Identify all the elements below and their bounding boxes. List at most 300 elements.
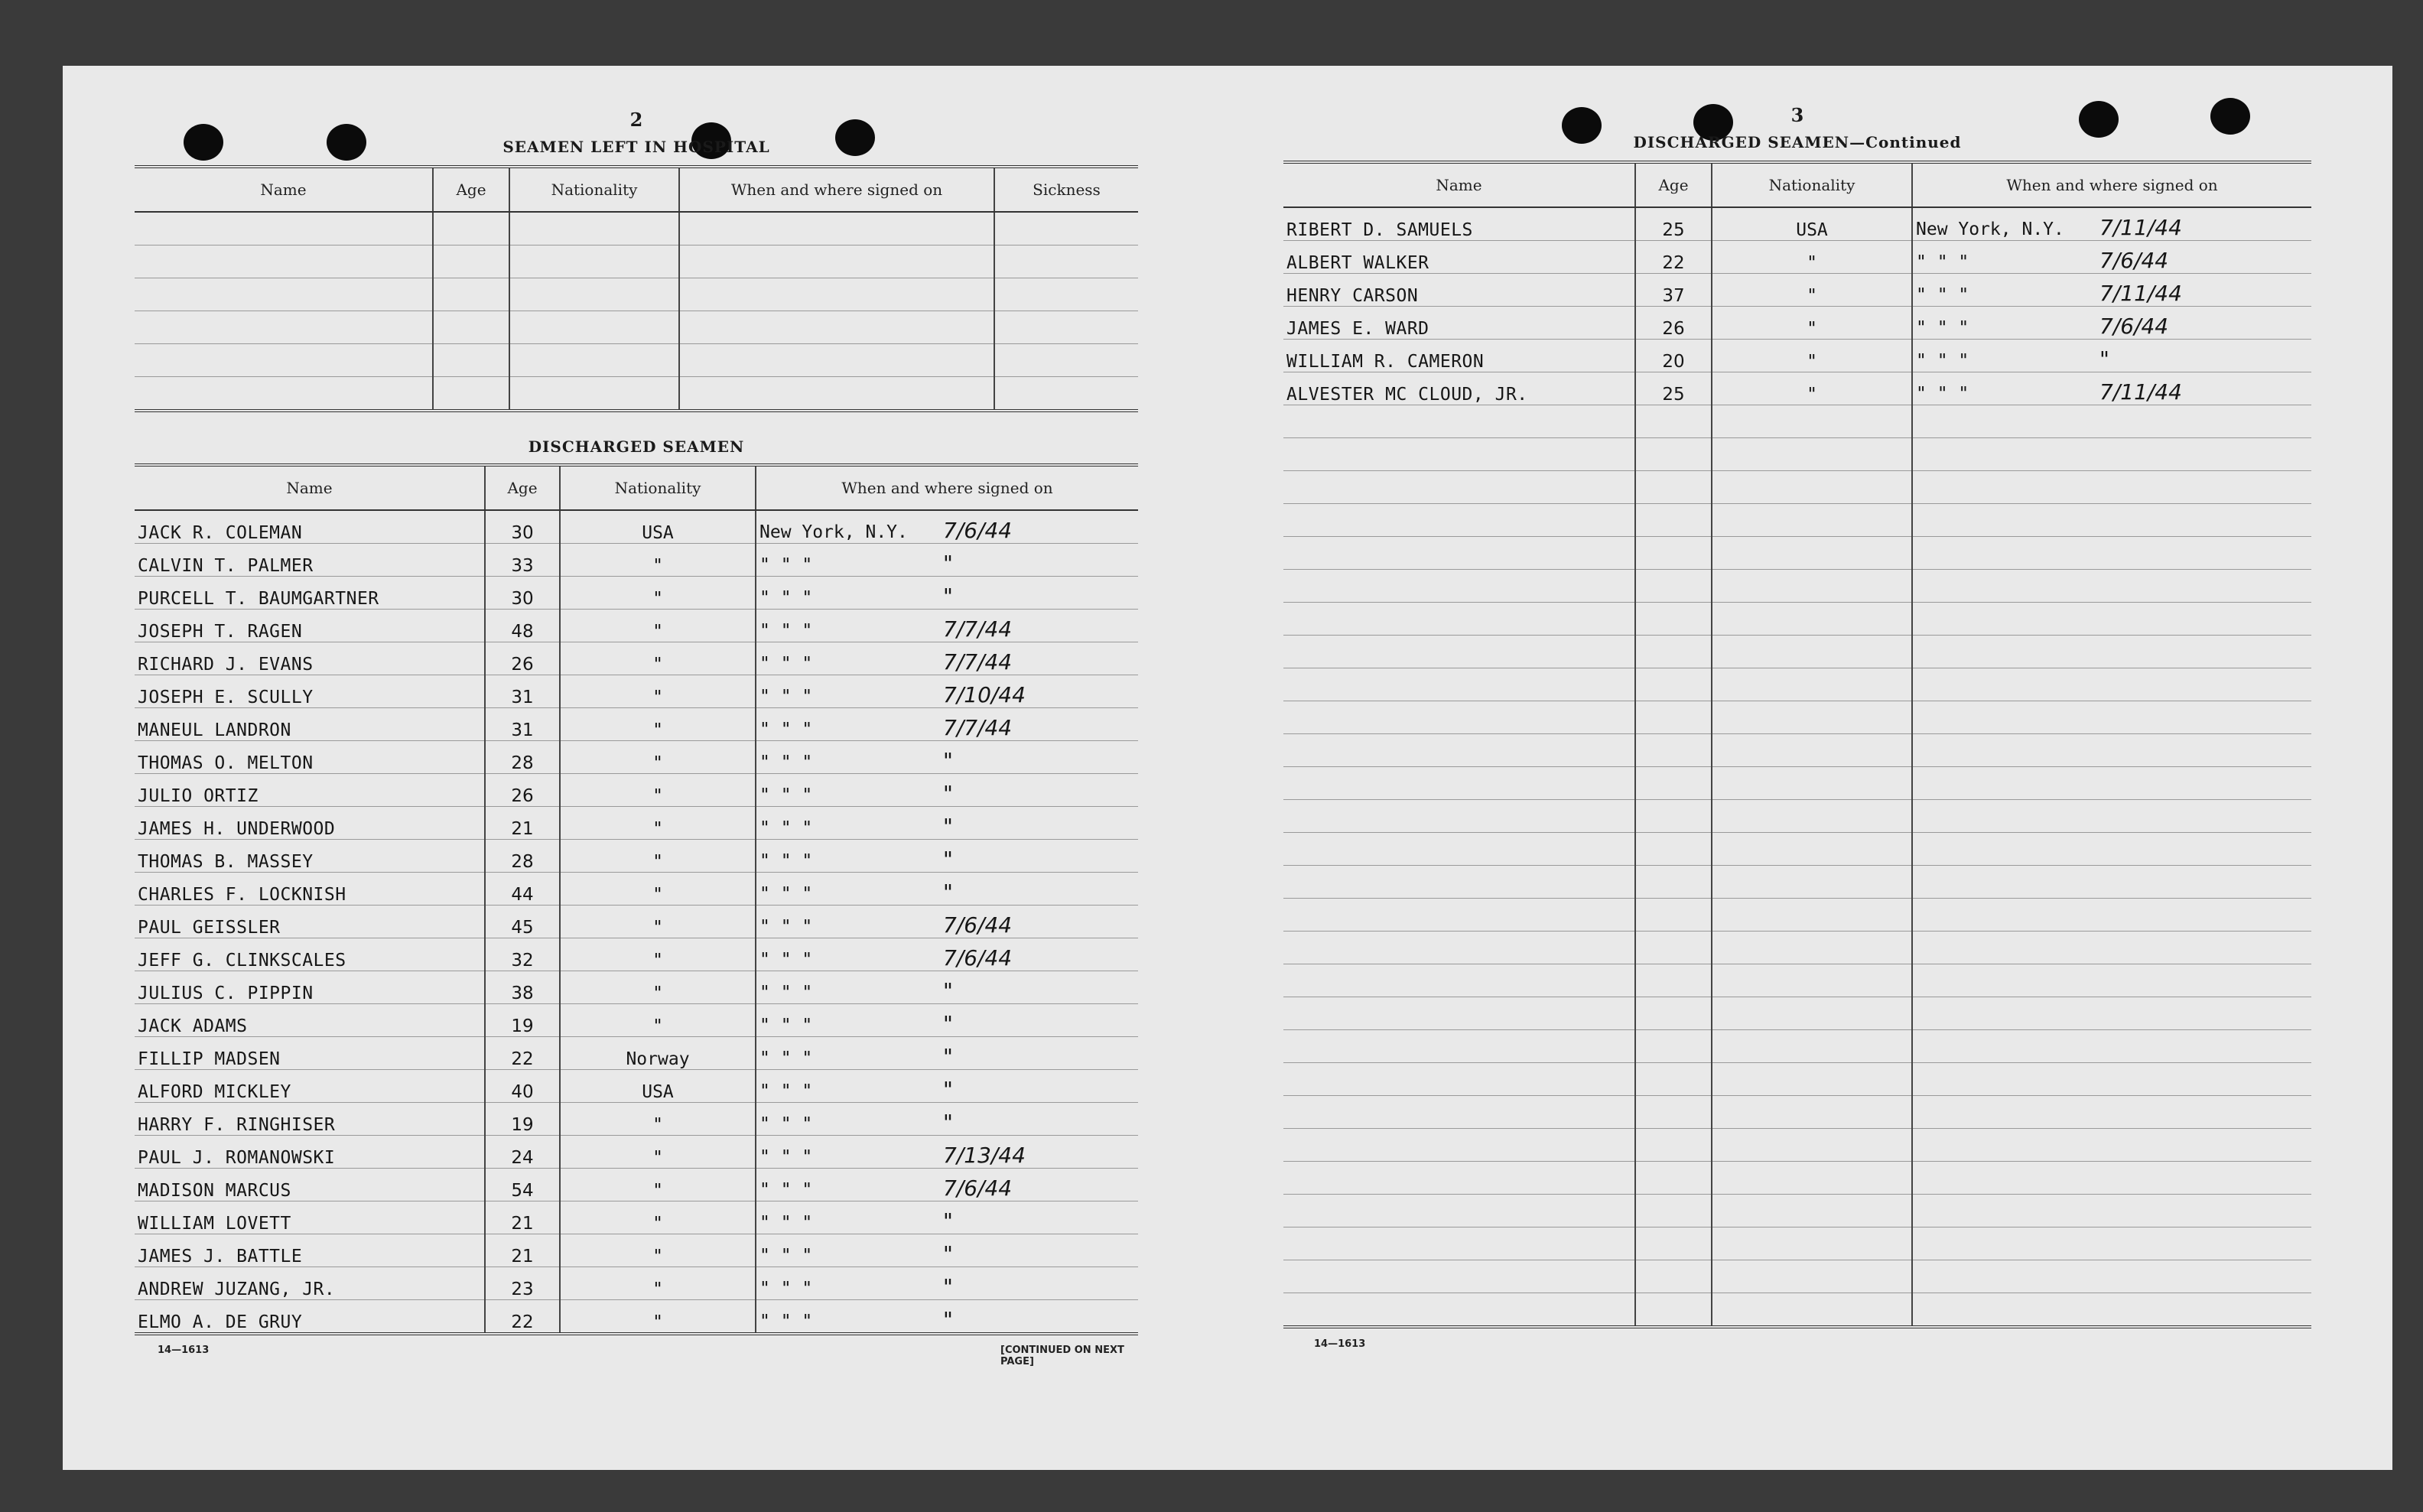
seaman-age: 45 xyxy=(485,906,560,938)
signed-on-place: " " " xyxy=(759,1279,813,1299)
empty-cell xyxy=(433,245,509,278)
empty-cell xyxy=(135,212,433,245)
signed-on-date: " xyxy=(2099,346,2109,372)
signed-on-place: " " " xyxy=(759,1016,813,1036)
empty-cell xyxy=(1912,1162,2311,1195)
signed-on-date: 7/10/44 xyxy=(943,682,1026,707)
table-row xyxy=(135,1136,1138,1169)
table-row xyxy=(1283,537,2311,570)
signed-on-date: 7/6/44 xyxy=(2099,314,2169,339)
column-header: Age xyxy=(433,167,509,212)
seaman-age: 19 xyxy=(485,1103,560,1136)
column-header: Name xyxy=(1283,162,1635,207)
table-row xyxy=(1283,1195,2311,1227)
empty-cell xyxy=(433,212,509,245)
empty-cell xyxy=(1712,537,1912,570)
signed-on-cell xyxy=(756,610,1138,642)
discharged-continued-table xyxy=(1283,161,2311,1328)
signed-on-cell xyxy=(756,1004,1138,1037)
empty-cell xyxy=(1635,636,1712,668)
empty-cell xyxy=(1635,537,1712,570)
table-row xyxy=(1283,570,2311,603)
table-row xyxy=(135,544,1138,577)
table-row xyxy=(135,1004,1138,1037)
seaman-age: 26 xyxy=(485,642,560,675)
seaman-name: ALFORD MICKLEY xyxy=(135,1070,485,1103)
seaman-nationality: " xyxy=(1712,372,1912,405)
table-row xyxy=(135,1037,1138,1070)
seaman-name: PAUL J. ROMANOWSKI xyxy=(135,1136,485,1169)
seaman-nationality: " xyxy=(1712,307,1912,340)
table-row xyxy=(1283,471,2311,504)
signed-on-cell xyxy=(1912,372,2311,405)
empty-cell xyxy=(1712,701,1912,734)
signed-on-place: " " " xyxy=(759,1213,813,1233)
seaman-age: 48 xyxy=(485,610,560,642)
signed-on-place: " " " xyxy=(759,1147,813,1167)
discharged-table xyxy=(135,463,1138,1335)
table-row xyxy=(135,245,1138,278)
seaman-nationality: USA xyxy=(1712,207,1912,241)
signed-on-date: " xyxy=(943,551,953,576)
signed-on-place: " " " xyxy=(1916,285,1969,305)
empty-cell xyxy=(1912,1063,2311,1096)
column-header: When and where signed on xyxy=(756,465,1138,510)
ledger-sheet xyxy=(63,66,2392,1470)
empty-cell xyxy=(1912,1129,2311,1162)
seaman-name: MADISON MARCUS xyxy=(135,1169,485,1201)
seaman-nationality: " xyxy=(560,906,756,938)
signed-on-date: " xyxy=(943,1274,953,1299)
seaman-name: WILLIAM R. CAMERON xyxy=(1283,340,1635,372)
empty-cell xyxy=(1635,767,1712,800)
empty-cell xyxy=(994,212,1138,245)
signed-on-cell xyxy=(756,1267,1138,1300)
seaman-name: FILLIP MADSEN xyxy=(135,1037,485,1070)
seaman-name: HARRY F. RINGHISER xyxy=(135,1103,485,1136)
empty-cell xyxy=(679,344,994,377)
empty-cell xyxy=(1283,1063,1635,1096)
seaman-nationality: " xyxy=(560,1136,756,1169)
signed-on-place: " " " xyxy=(759,917,813,937)
signed-on-cell xyxy=(756,1136,1138,1169)
seaman-age: 31 xyxy=(485,708,560,741)
signed-on-date: " xyxy=(943,1208,953,1234)
table-row xyxy=(135,278,1138,311)
column-header: Age xyxy=(485,465,560,510)
signed-on-date: 7/11/44 xyxy=(2099,215,2182,240)
seaman-age: 37 xyxy=(1635,274,1712,307)
seaman-nationality: " xyxy=(560,807,756,840)
signed-on-place: " " " xyxy=(1916,252,1969,272)
empty-cell xyxy=(1635,1129,1712,1162)
empty-cell xyxy=(135,377,433,411)
page-number: 2 xyxy=(629,109,643,131)
empty-cell xyxy=(1283,603,1635,636)
seaman-nationality: " xyxy=(560,610,756,642)
seaman-nationality: " xyxy=(560,1201,756,1234)
signed-on-cell xyxy=(756,544,1138,577)
signed-on-date: 7/13/44 xyxy=(943,1143,1026,1168)
empty-cell xyxy=(1912,668,2311,701)
empty-cell xyxy=(1635,504,1712,537)
column-header: Name xyxy=(135,465,485,510)
signed-on-date: 7/11/44 xyxy=(2099,379,2182,405)
signed-on-date: " xyxy=(943,1110,953,1135)
empty-cell xyxy=(1283,1129,1635,1162)
empty-cell xyxy=(1912,438,2311,471)
empty-cell xyxy=(1635,1063,1712,1096)
empty-cell xyxy=(1912,1293,2311,1328)
empty-cell xyxy=(1635,1260,1712,1293)
signed-on-cell xyxy=(756,741,1138,774)
empty-cell xyxy=(679,311,994,344)
empty-cell xyxy=(1283,668,1635,701)
seaman-nationality: " xyxy=(560,938,756,971)
empty-cell xyxy=(1283,1227,1635,1260)
seaman-age: 38 xyxy=(485,971,560,1004)
table-row xyxy=(1283,701,2311,734)
seaman-nationality: " xyxy=(560,873,756,906)
seaman-name: JACK ADAMS xyxy=(135,1004,485,1037)
empty-cell xyxy=(1283,537,1635,570)
table-row xyxy=(135,938,1138,971)
table-row xyxy=(135,971,1138,1004)
seaman-name: JAMES E. WARD xyxy=(1283,307,1635,340)
seaman-age: 30 xyxy=(485,577,560,610)
empty-cell xyxy=(1283,997,1635,1030)
table-row xyxy=(1283,866,2311,899)
column-header: Nationality xyxy=(509,167,679,212)
empty-cell xyxy=(994,377,1138,411)
empty-cell xyxy=(135,278,433,311)
signed-on-cell xyxy=(1912,340,2311,372)
empty-cell xyxy=(1912,932,2311,964)
signed-on-date: " xyxy=(943,978,953,1003)
seaman-name: THOMAS O. MELTON xyxy=(135,741,485,774)
signed-on-cell xyxy=(756,577,1138,610)
empty-cell xyxy=(1283,1030,1635,1063)
empty-cell xyxy=(679,212,994,245)
seaman-nationality: " xyxy=(1712,274,1912,307)
signed-on-place: " " " xyxy=(759,1180,813,1200)
empty-cell xyxy=(994,278,1138,311)
empty-cell xyxy=(1635,833,1712,866)
hospital-table xyxy=(135,165,1138,412)
empty-cell xyxy=(1712,964,1912,997)
empty-cell xyxy=(1635,1096,1712,1129)
seaman-nationality: " xyxy=(560,675,756,708)
signed-on-place: " " " xyxy=(759,1312,813,1332)
empty-cell xyxy=(994,344,1138,377)
empty-cell xyxy=(1912,1227,2311,1260)
empty-cell xyxy=(1712,800,1912,833)
table-row xyxy=(1283,307,2311,340)
signed-on-cell xyxy=(756,840,1138,873)
empty-cell xyxy=(1283,701,1635,734)
seaman-nationality: " xyxy=(560,1169,756,1201)
seaman-age: 23 xyxy=(485,1267,560,1300)
seaman-name: JULIUS C. PIPPIN xyxy=(135,971,485,1004)
column-header: Name xyxy=(135,167,433,212)
seaman-nationality: Norway xyxy=(560,1037,756,1070)
column-header: Nationality xyxy=(560,465,756,510)
seaman-age: 31 xyxy=(485,675,560,708)
table-row xyxy=(135,1103,1138,1136)
empty-cell xyxy=(1712,734,1912,767)
seaman-age: 22 xyxy=(485,1300,560,1335)
seaman-age: 19 xyxy=(485,1004,560,1037)
seaman-nationality: " xyxy=(560,1300,756,1335)
empty-cell xyxy=(509,278,679,311)
empty-cell xyxy=(1635,997,1712,1030)
empty-cell xyxy=(1635,899,1712,932)
continued-note: [CONTINUED ON NEXT PAGE] xyxy=(1000,1345,1124,1367)
empty-cell xyxy=(1635,471,1712,504)
empty-cell xyxy=(679,278,994,311)
signed-on-cell xyxy=(756,675,1138,708)
empty-cell xyxy=(1912,833,2311,866)
signed-on-date: 7/6/44 xyxy=(943,1175,1013,1201)
empty-cell xyxy=(1712,932,1912,964)
seaman-age: 24 xyxy=(485,1136,560,1169)
empty-cell xyxy=(679,377,994,411)
seaman-age: 25 xyxy=(1635,207,1712,241)
seaman-nationality: " xyxy=(560,642,756,675)
table-row xyxy=(135,311,1138,344)
table-row xyxy=(1283,1260,2311,1293)
column-header: When and where signed on xyxy=(679,167,994,212)
table-row xyxy=(1283,504,2311,537)
signed-on-cell xyxy=(756,906,1138,938)
seaman-name: JOSEPH E. SCULLY xyxy=(135,675,485,708)
table-row xyxy=(1283,636,2311,668)
empty-cell xyxy=(1635,701,1712,734)
signed-on-date: 7/6/44 xyxy=(943,518,1013,543)
table-row xyxy=(135,1070,1138,1103)
seaman-name: PURCELL T. BAUMGARTNER xyxy=(135,577,485,610)
table-row xyxy=(135,807,1138,840)
table-row xyxy=(135,510,1138,544)
empty-cell xyxy=(509,311,679,344)
table-row xyxy=(1283,800,2311,833)
table-row xyxy=(1283,734,2311,767)
signed-on-cell xyxy=(756,1201,1138,1234)
table-row xyxy=(135,1201,1138,1234)
seaman-nationality: " xyxy=(560,1267,756,1300)
empty-cell xyxy=(1912,964,2311,997)
table-row xyxy=(135,1267,1138,1300)
signed-on-place: " " " xyxy=(759,555,813,575)
table-row xyxy=(1283,372,2311,405)
signed-on-cell xyxy=(756,1234,1138,1267)
table-row xyxy=(1283,1129,2311,1162)
empty-cell xyxy=(1283,964,1635,997)
empty-cell xyxy=(1283,1195,1635,1227)
empty-cell xyxy=(1635,1227,1712,1260)
seaman-nationality: " xyxy=(560,708,756,741)
signed-on-date: 7/6/44 xyxy=(943,945,1013,971)
empty-cell xyxy=(1635,570,1712,603)
empty-cell xyxy=(1712,570,1912,603)
empty-cell xyxy=(1912,997,2311,1030)
signed-on-cell xyxy=(756,807,1138,840)
table-row xyxy=(1283,997,2311,1030)
table-row xyxy=(1283,668,2311,701)
table-row xyxy=(135,675,1138,708)
signed-on-date: " xyxy=(943,1044,953,1069)
empty-cell xyxy=(1635,1030,1712,1063)
table-row xyxy=(135,1169,1138,1201)
signed-on-place: " " " xyxy=(1916,318,1969,338)
table-row xyxy=(1283,1063,2311,1096)
table-row xyxy=(1283,899,2311,932)
empty-cell xyxy=(1912,504,2311,537)
seaman-name: MANEUL LANDRON xyxy=(135,708,485,741)
empty-cell xyxy=(1912,405,2311,438)
table-row xyxy=(135,642,1138,675)
form-number: 14—1613 xyxy=(1314,1338,1366,1350)
empty-cell xyxy=(433,344,509,377)
signed-on-place: " " " xyxy=(759,884,813,904)
signed-on-cell xyxy=(756,1070,1138,1103)
empty-cell xyxy=(1912,899,2311,932)
empty-cell xyxy=(509,344,679,377)
signed-on-place: " " " xyxy=(759,950,813,970)
table-row xyxy=(135,344,1138,377)
empty-cell xyxy=(1283,767,1635,800)
seaman-name: PAUL GEISSLER xyxy=(135,906,485,938)
signed-on-place: " " " xyxy=(759,851,813,871)
empty-cell xyxy=(509,245,679,278)
empty-cell xyxy=(1912,767,2311,800)
column-header: When and where signed on xyxy=(1912,162,2311,207)
empty-cell xyxy=(1712,1162,1912,1195)
empty-cell xyxy=(1712,1063,1912,1096)
empty-cell xyxy=(1712,1096,1912,1129)
empty-cell xyxy=(1912,636,2311,668)
empty-cell xyxy=(1712,1293,1912,1328)
column-header: Age xyxy=(1635,162,1712,207)
seaman-name: ALBERT WALKER xyxy=(1283,241,1635,274)
seaman-age: 33 xyxy=(485,544,560,577)
seaman-name: ELMO A. DE GRUY xyxy=(135,1300,485,1335)
signed-on-cell xyxy=(756,938,1138,971)
empty-cell xyxy=(1712,1129,1912,1162)
seaman-age: 21 xyxy=(485,807,560,840)
column-header: Nationality xyxy=(1712,162,1912,207)
empty-cell xyxy=(1712,405,1912,438)
empty-cell xyxy=(1283,1293,1635,1328)
seaman-nationality: USA xyxy=(560,1070,756,1103)
page-number: 3 xyxy=(1790,104,1804,126)
seaman-name: RIBERT D. SAMUELS xyxy=(1283,207,1635,241)
empty-cell xyxy=(1912,1030,2311,1063)
seaman-name: WILLIAM LOVETT xyxy=(135,1201,485,1234)
empty-cell xyxy=(1635,866,1712,899)
empty-cell xyxy=(1712,1195,1912,1227)
signed-on-date: " xyxy=(943,1307,953,1332)
seaman-age: 28 xyxy=(485,840,560,873)
signed-on-date: " xyxy=(943,1011,953,1036)
signed-on-place: " " " xyxy=(759,818,813,838)
table-row xyxy=(1283,1096,2311,1129)
table-row xyxy=(135,873,1138,906)
seaman-nationality: " xyxy=(560,1004,756,1037)
empty-cell xyxy=(1283,471,1635,504)
empty-cell xyxy=(135,311,433,344)
signed-on-cell xyxy=(756,1169,1138,1201)
signed-on-date: " xyxy=(943,847,953,872)
signed-on-place: " " " xyxy=(759,1114,813,1134)
empty-cell xyxy=(1712,504,1912,537)
empty-cell xyxy=(1635,668,1712,701)
seaman-age: 25 xyxy=(1635,372,1712,405)
seaman-name: JACK R. COLEMAN xyxy=(135,510,485,544)
empty-cell xyxy=(1712,866,1912,899)
empty-cell xyxy=(433,278,509,311)
seaman-nationality: " xyxy=(560,774,756,807)
table-row xyxy=(1283,438,2311,471)
seaman-nationality: " xyxy=(560,544,756,577)
table-row xyxy=(1283,603,2311,636)
signed-on-date: 7/7/44 xyxy=(943,649,1013,675)
signed-on-place: " " " xyxy=(759,687,813,707)
seaman-name: HENRY CARSON xyxy=(1283,274,1635,307)
seaman-nationality: " xyxy=(560,971,756,1004)
empty-cell xyxy=(1283,1162,1635,1195)
empty-cell xyxy=(1283,570,1635,603)
empty-cell xyxy=(1912,1096,2311,1129)
table-row xyxy=(135,741,1138,774)
table-row xyxy=(1283,274,2311,307)
empty-cell xyxy=(1283,405,1635,438)
seaman-age: 22 xyxy=(485,1037,560,1070)
signed-on-place: " " " xyxy=(759,588,813,608)
signed-on-place: " " " xyxy=(759,654,813,674)
empty-cell xyxy=(433,377,509,411)
table-row xyxy=(1283,833,2311,866)
signed-on-cell xyxy=(756,1037,1138,1070)
signed-on-date: 7/7/44 xyxy=(943,616,1013,642)
discharged-section-title: DISCHARGED SEAMEN xyxy=(528,437,745,456)
seaman-nationality: " xyxy=(560,1103,756,1136)
empty-cell xyxy=(135,245,433,278)
table-row xyxy=(135,577,1138,610)
empty-cell xyxy=(1283,800,1635,833)
table-row xyxy=(1283,1227,2311,1260)
signed-on-place: " " " xyxy=(1916,351,1969,371)
signed-on-cell xyxy=(756,971,1138,1004)
empty-cell xyxy=(1635,1293,1712,1328)
signed-on-place: " " " xyxy=(759,1081,813,1101)
signed-on-date: " xyxy=(943,584,953,609)
empty-cell xyxy=(1712,603,1912,636)
table-row xyxy=(1283,241,2311,274)
empty-cell xyxy=(1912,1195,2311,1227)
seaman-age: 44 xyxy=(485,873,560,906)
seaman-name: JEFF G. CLINKSCALES xyxy=(135,938,485,971)
signed-on-date: " xyxy=(943,814,953,839)
empty-cell xyxy=(1712,899,1912,932)
column-header: Sickness xyxy=(994,167,1138,212)
signed-on-date: 7/6/44 xyxy=(2099,248,2169,273)
empty-cell xyxy=(1712,668,1912,701)
signed-on-place: " " " xyxy=(1916,384,1969,404)
signed-on-cell xyxy=(756,774,1138,807)
seaman-name: JULIO ORTIZ xyxy=(135,774,485,807)
seaman-age: 21 xyxy=(485,1234,560,1267)
